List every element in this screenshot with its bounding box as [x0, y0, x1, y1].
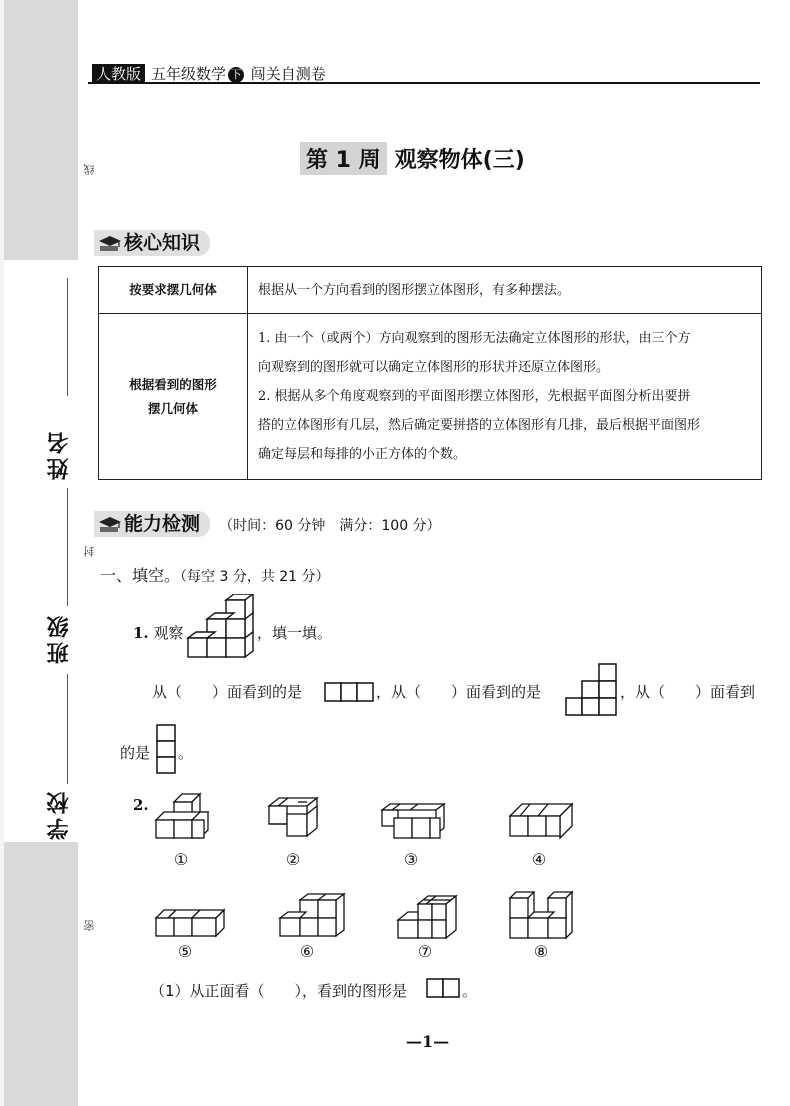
q1-line1-b: ，从（ ）面看到的是: [376, 683, 542, 701]
table-row: [99, 267, 762, 314]
row2-line4: 搭的立体图形有几层，然后确定要拼搭的立体图形有几排，最后根据平面图形: [258, 418, 701, 433]
ability-meta: （时间：60 分钟 满分：100 分）: [219, 518, 441, 534]
binding-stripe-bottom: [4, 842, 78, 1106]
row2-line1: 1. 由一个（或两个）方向观察到的图形无法确定立体图形的形状，由三个方: [258, 331, 691, 346]
section1-title: [100, 563, 330, 586]
caption-3: ③: [403, 850, 419, 869]
q1-prompt: [133, 622, 183, 643]
caption-7: ⑦: [417, 942, 433, 961]
row2-line5: 确定每层和每排的小正方体的个数。: [258, 447, 467, 462]
cut-mark-xian: 线: [83, 164, 96, 175]
figure-6: [278, 892, 348, 940]
figure-1: [152, 792, 210, 840]
q1-line1-c: ，从（ ）面看到: [620, 683, 756, 701]
name-label: 姓名: [47, 428, 72, 480]
q1-line2-end: 。: [178, 744, 194, 762]
header-text: [151, 64, 326, 84]
knowledge-heading: [94, 228, 210, 255]
q1-observe: 观察: [153, 624, 184, 642]
header-rule: [88, 82, 760, 84]
row2-line2: 向观察到的图形就可以确定立体图形的形状并还原立体图形。: [258, 360, 610, 375]
page-number: —1—: [406, 1032, 450, 1051]
caption-1: ①: [173, 850, 189, 869]
q1-view-stair: [565, 663, 617, 717]
class-label: 班级: [47, 612, 72, 664]
section1-score: （每空 3 分，共 21 分）: [180, 569, 330, 585]
q1-number: 1.: [133, 624, 149, 642]
page-title: [300, 142, 525, 175]
knowledge-table: [98, 266, 762, 480]
q1-line1-a: 从（ ）面看到的是: [152, 683, 303, 701]
caption-2: ②: [285, 850, 301, 869]
subq1-view-row2: [426, 978, 460, 998]
row2-line3: 2. 根据从多个角度观察到的平面图形摆立体图形，先根据平面图分析出要拼: [258, 389, 691, 404]
knowledge-heading-text: 核心知识: [124, 232, 201, 254]
volume-mark: 下: [228, 67, 244, 83]
name-write-line: [67, 278, 68, 396]
row2-content: [248, 314, 762, 480]
book-type: 闯关自测卷: [250, 65, 326, 83]
ability-heading-text: 能力检测: [124, 513, 201, 535]
class-write-line: [67, 488, 68, 606]
row2-label: [99, 314, 248, 480]
binding-stripe-top: [4, 0, 78, 260]
ability-heading: [94, 509, 441, 536]
caption-4: ④: [531, 850, 547, 869]
q1-solid-figure: [186, 594, 254, 660]
q2-number: 2.: [133, 796, 149, 814]
table-row: [99, 314, 762, 480]
topic-label: 观察物体(三): [394, 148, 525, 173]
row2-label-line2: 摆几何体: [147, 400, 198, 416]
graduation-cap-icon: [98, 516, 122, 534]
row2-label-line1: 根据看到的图形: [129, 376, 217, 392]
figure-2: [265, 796, 321, 840]
figure-5: [152, 904, 228, 940]
grade-subject: 五年级数学: [151, 65, 227, 83]
q1-line2: 的是: [120, 744, 151, 762]
figure-4: [508, 802, 574, 840]
caption-5: ⑤: [177, 942, 193, 961]
school-label: 学校: [47, 788, 72, 840]
figure-3: [380, 802, 446, 840]
q1-fill: ，填一填。: [257, 624, 333, 642]
school-write-line: [67, 674, 68, 784]
q1-view-column: [156, 724, 176, 774]
figure-8: [508, 890, 574, 940]
subq1-text: （1）从正面看（ ），看到的图形是: [150, 982, 408, 1000]
week-label: 第 1 周: [300, 142, 387, 175]
subq1-end: 。: [462, 982, 478, 1000]
q1-view-row3: [324, 682, 374, 702]
graduation-cap-icon: [98, 235, 122, 253]
section1-title-text: 一、填空。: [100, 566, 181, 585]
cut-mark-mi: 密: [83, 920, 96, 931]
caption-8: ⑧: [533, 942, 549, 961]
row1-label: 按要求摆几何体: [99, 267, 248, 314]
edition-tag: 人教版: [92, 64, 145, 84]
figure-7: [396, 894, 460, 940]
caption-6: ⑥: [299, 942, 315, 961]
cut-mark-feng: 封: [83, 546, 96, 557]
row1-content: 根据从一个方向看到的图形摆立体图形，有多种摆法。: [248, 267, 762, 314]
